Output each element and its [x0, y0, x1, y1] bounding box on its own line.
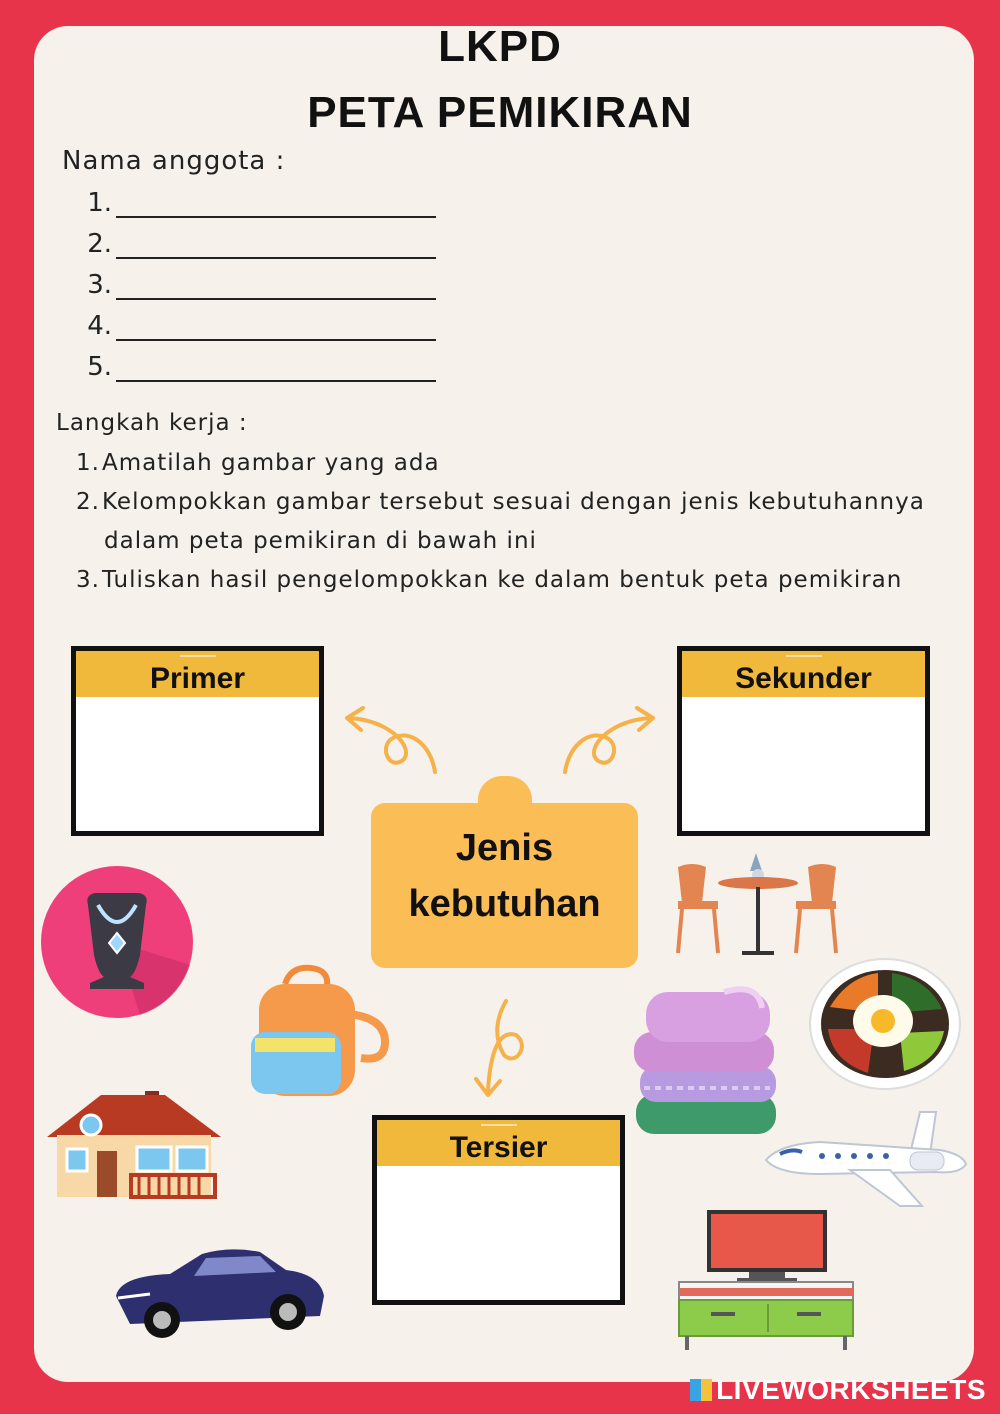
member-number: 1.: [87, 188, 112, 218]
step-number: 1.: [76, 450, 100, 476]
center-line-1: Jenis: [455, 827, 554, 869]
member-row-3: [86, 270, 112, 300]
box-tab: [481, 1124, 517, 1126]
member-row-4: [86, 311, 112, 341]
member-name-line[interactable]: [116, 380, 436, 382]
arrow-to-tersier-icon: [468, 995, 538, 1105]
brand-footer: [690, 1374, 986, 1406]
center-node-label: [371, 820, 638, 932]
member-number: 2.: [87, 229, 112, 259]
member-number: 5.: [87, 352, 112, 382]
page-subtitle: PETA PEMIKIRAN: [307, 88, 693, 137]
step-2-continued: dalam peta pemikiran di bawah ini: [104, 528, 537, 554]
member-number: 4.: [87, 311, 112, 341]
arrow-to-primer-icon: [335, 700, 445, 780]
sekunder-header: Sekunder: [682, 651, 925, 697]
member-name-line[interactable]: [116, 339, 436, 341]
brand-logo-icon: [690, 1379, 712, 1401]
step-text: Tuliskan hasil pengelompokkan ke dalam bentuk peta pemikiran: [102, 567, 903, 593]
primer-header: Primer: [76, 651, 319, 697]
step-3: [72, 567, 902, 593]
member-row-2: [86, 229, 112, 259]
member-name-line[interactable]: [116, 298, 436, 300]
necklace-icon[interactable]: [40, 865, 195, 1020]
primer-box[interactable]: [71, 646, 324, 836]
step-number: 2.: [76, 489, 100, 515]
member-row-5: [86, 352, 112, 382]
sekunder-box[interactable]: [677, 646, 930, 836]
box-tab: [180, 655, 216, 657]
step-text: Kelompokkan gambar tersebut sesuai dengan jenis kebutuhannya: [102, 489, 925, 515]
backpack-icon[interactable]: [245, 962, 395, 1102]
member-number: 3.: [87, 270, 112, 300]
step-1: [72, 450, 440, 476]
steps-label: Langkah kerja :: [56, 410, 248, 436]
center-line-2: kebutuhan: [408, 883, 601, 925]
sports-car-icon[interactable]: [110, 1240, 330, 1342]
box-tab: [786, 655, 822, 657]
private-jet-icon[interactable]: [760, 1110, 972, 1210]
members-label: Nama anggota :: [62, 146, 286, 176]
tersier-box[interactable]: [372, 1115, 625, 1305]
step-number: 3.: [76, 567, 100, 593]
member-name-line[interactable]: [116, 257, 436, 259]
house-icon[interactable]: [45, 1085, 223, 1200]
cafe-table-chairs-icon[interactable]: [672, 845, 842, 957]
brand-text: LIVEWORKSHEETS: [716, 1374, 986, 1405]
tersier-header: Tersier: [377, 1120, 620, 1166]
tv-cabinet-icon[interactable]: [675, 1208, 857, 1354]
step-text: Amatilah gambar yang ada: [102, 450, 440, 476]
member-row-1: [86, 188, 112, 218]
arrow-to-sekunder-icon: [555, 700, 665, 780]
bibimbap-plate-icon[interactable]: [808, 957, 962, 1091]
step-2: [72, 489, 925, 515]
member-name-line[interactable]: [116, 216, 436, 218]
page-title: LKPD: [438, 22, 562, 71]
